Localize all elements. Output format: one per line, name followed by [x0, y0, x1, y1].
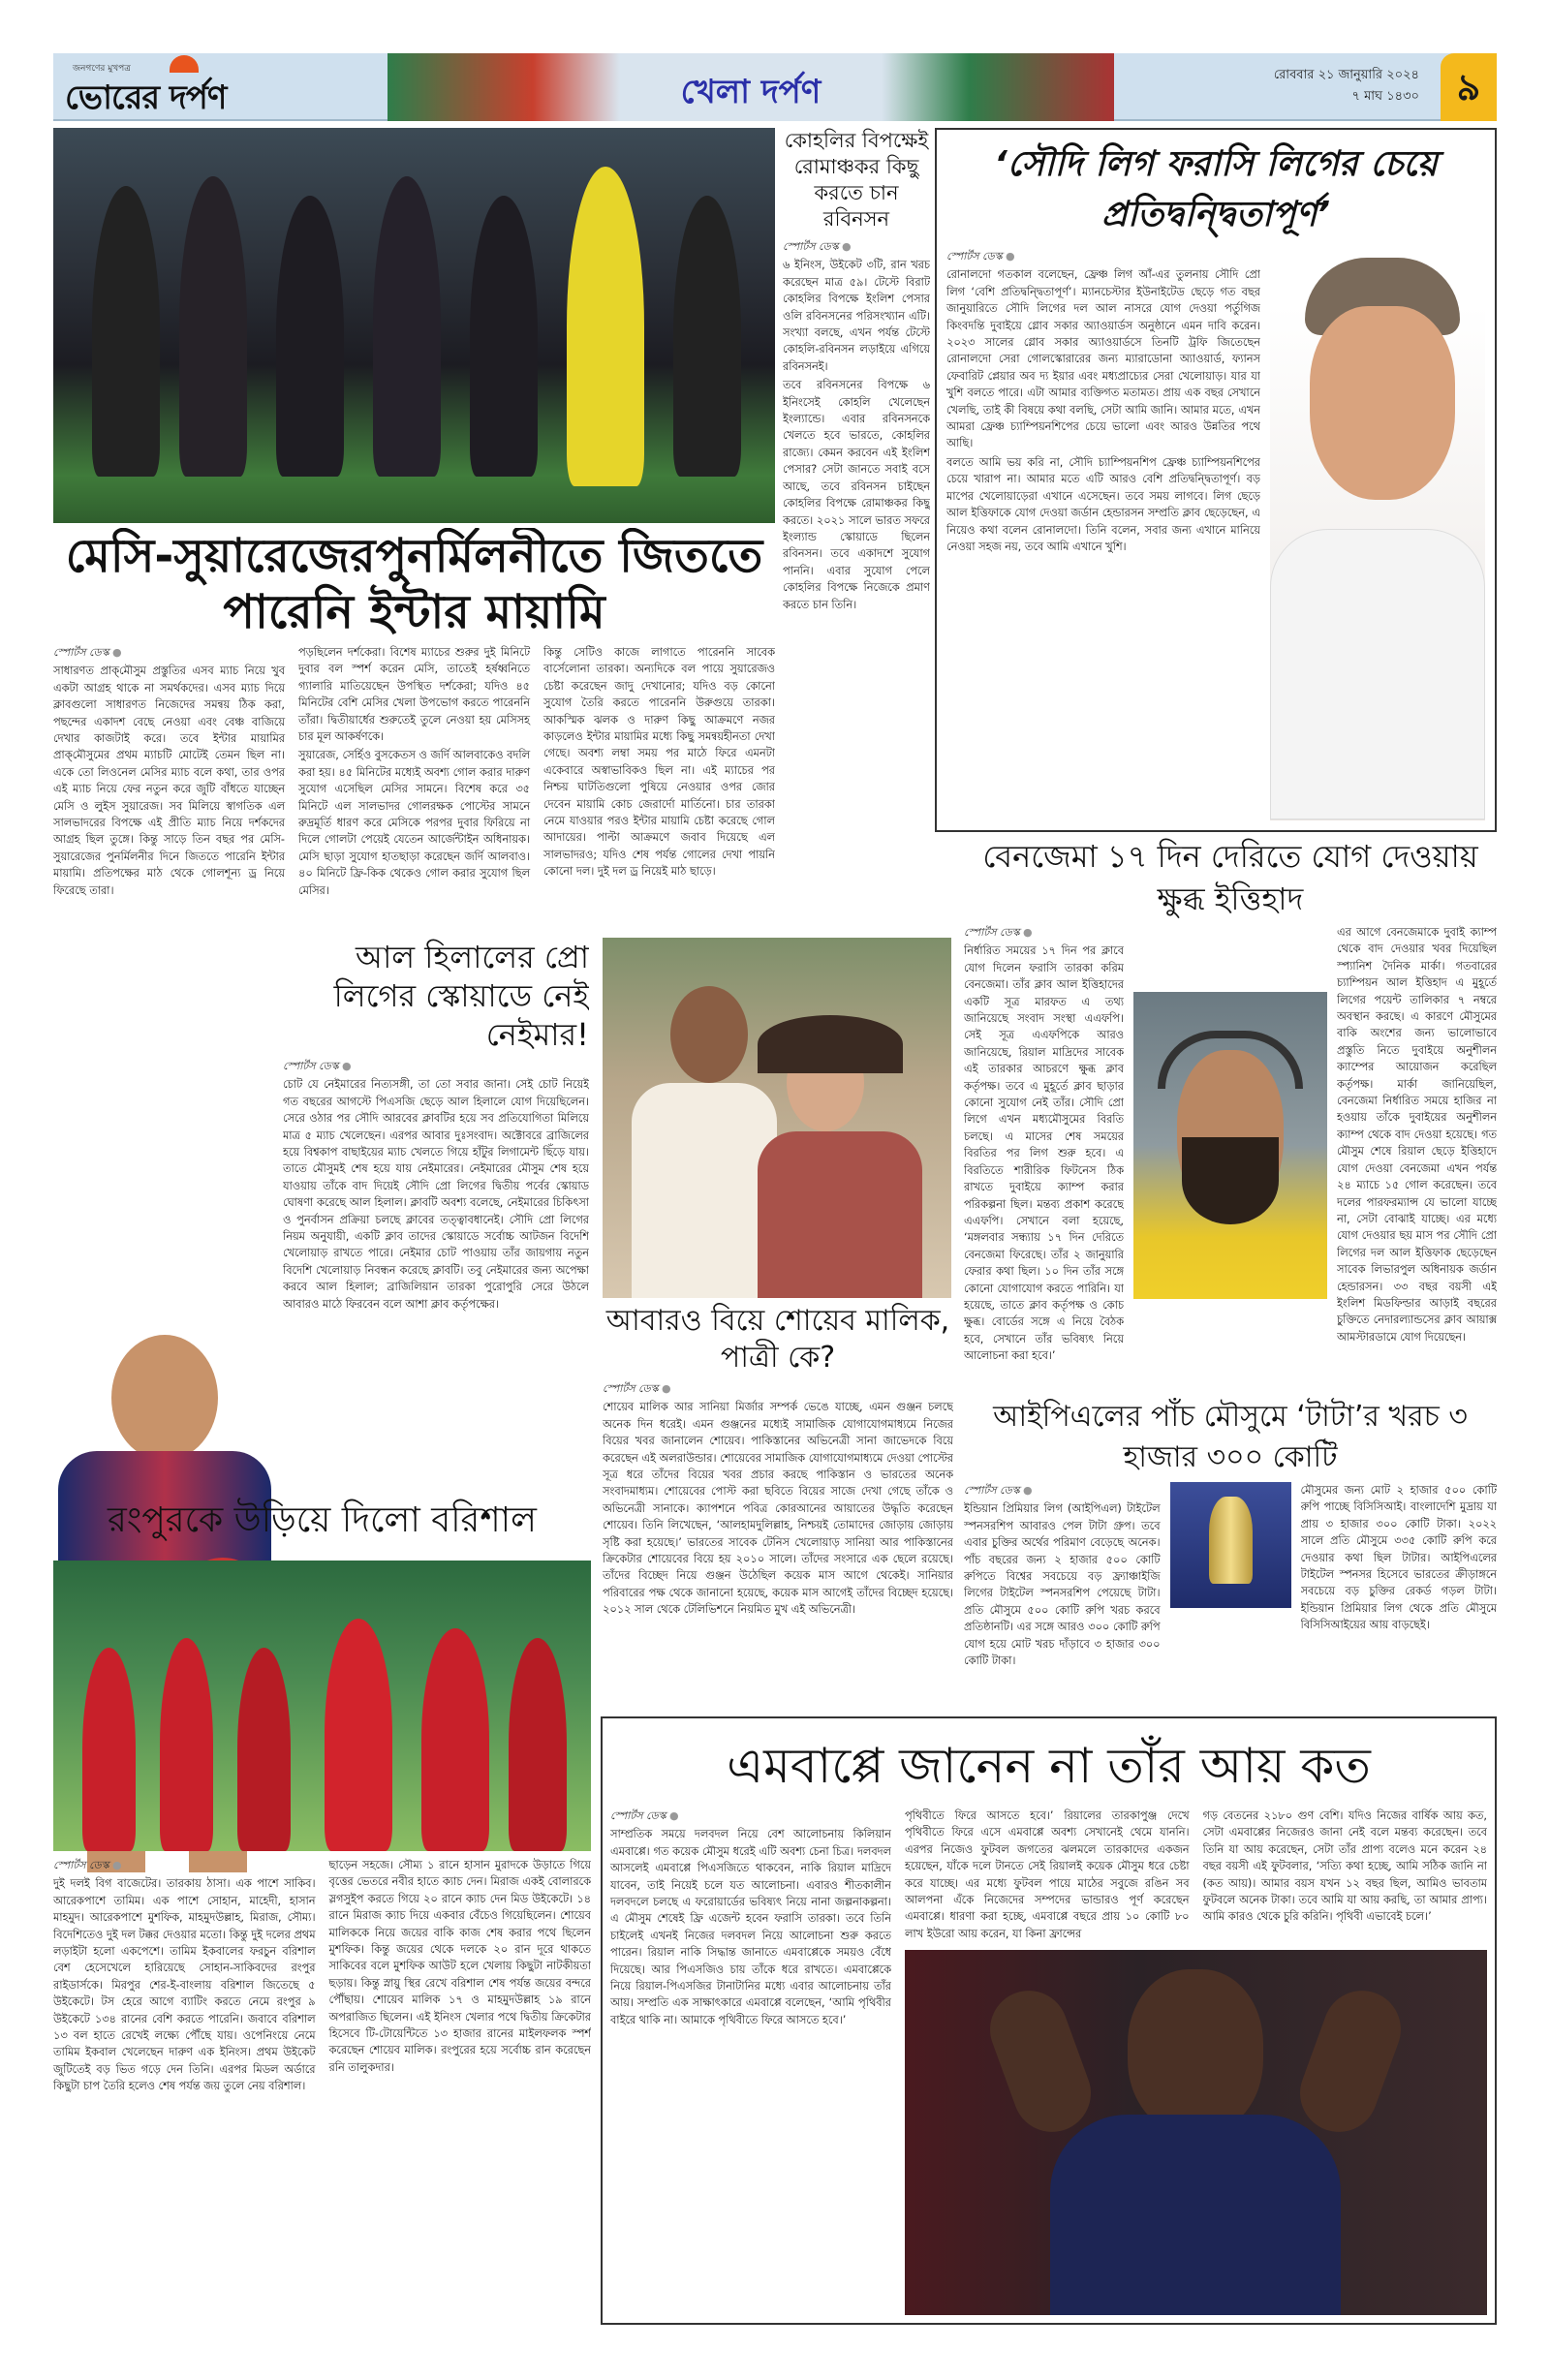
- saudi-article-body: [946, 248, 1260, 820]
- paragraph: নির্ধারিত সময়ের ১৭ দিন পর ক্লাবে যোগ দিলেন ফরাসি তারকা করিম বেনজেমা। তাঁর ক্লাব আল ইত্তিহাদের একটি সূত্র মারফত এ তথ্য জানিয়েছে সংবাদ সংস্থা এএফপি। সেই সূত্র এএফপিকে আরও জানিয়েছে, রিয়াল মাদ্রিদের সাবেক এই তারকার আচরণে ক্ষুব্ধ ক্লাব কর্তৃপক্ষ। তবে এ মুহূর্তে ক্লাব ছাড়ার কোনো সুযোগ নেই তাঁর। সৌদি প্রো লিগে এখন মধ্যমৌসুমের বিরতি চলছে। এ মাসের শেষ সময়ের বিরতির পর লিগ শুরু হবে। এ বিরতিতে শারীরিক ফিটনেস ঠিক রাখতে দুবাইয়ে ক্যাম্প করার পরিকল্পনা ছিল। মন্তব্য প্রকাশ করেছে এএফপি। সেখানে বলা হয়েছে, ‘মঙ্গলবার সন্ধ্যায় ১৭ দিন দেরিতে বেনজেমা ফিরেছে। তাঁর ২ জানুয়ারি ফেরার কথা ছিল। ১০ দিন তাঁর সঙ্গে কোনো যোগাযোগ করতে পারিনি। যা হয়েছে, তাতে ক্লাব কর্তৃপক্ষ ও কোচ ক্ষুব্ধ। বোর্ডের সঙ্গে এ নিয়ে বৈঠক হবে, সেখানে তাঁর ভবিষ্যৎ নিয়ে আলোচনা করা হবে।’: [964, 944, 1124, 1363]
- section-banner: [388, 53, 1114, 121]
- kohli-article-body: [783, 238, 930, 830]
- shoaib-headline: আবারও বিয়ে শোয়েব মালিক, পাত্রী কে?: [605, 1304, 950, 1375]
- paragraph: পৃথিবীতে ফিরে আসতে হবে।’ রিয়ালের তারকাপুঞ্জ দেখে পৃথিবীতে ফিরে এসে এমবাপ্পে অবশ্য সেখানেই থেমে যাননি। এরপর নিজেও ফুটবল জগতের ঝলমলে তারকাদের একজন হয়েছেন, যাঁকে দলে টানতে সেই রিয়ালই কয়েক মৌসুম ধরে চেষ্টা করে যাচ্ছে। এর মধ্যে ফুটবল পায়ে মাঠের সবুজে রঙিন সব আলপনা এঁকে নিজেদের সম্পদের ভান্ডারও পূর্ণ করেছেন এমবাপ্পে। ধারণা করা হচ্ছে, এমবাপ্পে বছরে প্রায় ১০ কোটি ৮০ লাখ ইউরো আয় করেন, যা কিনা ফ্রান্সের: [905, 1809, 1190, 1940]
- mbappe-article-body-col3: [1203, 1808, 1488, 1944]
- neymar-article: [283, 938, 589, 1478]
- paragraph: ৬ ইনিংস, উইকেট ৩টি, রান খরচ করেছেন মাত্র ৫৯। টেস্টে বিরাট কোহলির বিপক্ষে ইংলিশ পেসার ওলি রবিনসনের পরিসংখ্যান এটি। সংখ্যা বলছে, এখন পর্যন্ত টেস্টে কোহলি-রবিনসন লড়াইয়ে এগিয়ে রবিনসনই।: [783, 259, 930, 373]
- byline: স্পোর্টস ডেস্ক ●: [964, 924, 1124, 941]
- messi-article-body: [53, 644, 775, 931]
- paragraph: সাধারণত প্রাক্‌মৌসুম প্রস্তুতির এসব ম্যাচ নিয়ে খুব একটা আগ্রহ থাকে না সমর্থকদের। এসব ম্যাচ দিয়ে ক্লাবগুলো সাধারণত নিজেদের সমন্বয় ঠিক করা, পছন্দের একাদশ বেছে নেওয়া এবং বেঞ্চ বাজিয়ে দেখার কাজটাই করে। তবে ইন্টার মায়ামির প্রাক্‌মৌসুমের প্রথম ম্যাচটি মোটেই তেমন ছিল না। একে তো লিওনেল মেসির ম্যাচ বলে কথা, তার ওপর এই ম্যাচ নিয়ে ফের নতুন করে জুটি বাঁধতে যাচ্ছেন মেসি ও লুইস সুয়ারেজ। সব মিলিয়ে স্বাগতিক এল সালভাদরের বিপক্ষে এই প্রীতি ম্যাচ নিয়ে দর্শকদের আগ্রহ ছিল তুঙ্গে। কিন্তু সাড়ে তিন বছর পর মেসি-সুয়ারেজের পুনর্মিলনীর দিনে জিততে পারেনি ইন্টার মায়ামি। প্রতিপক্ষের মাঠ থেকে গোলশূন্য ড্র নিয়ে ফিরেছে তারা।: [53, 665, 285, 897]
- logo-tagline: জনগণের মুখপত্র: [73, 64, 131, 74]
- issue-date: [1274, 65, 1419, 108]
- barishal-headline: রংপুরকে উড়িয়ে দিলো বরিশাল: [108, 1500, 537, 1540]
- paragraph: তবে রবিনসনের বিপক্ষে ৬ ইনিংসেই কোহলি খেলেছেন ইংল্যান্ডে। এবার রবিনসনকে খেলতে হবে ভারতে, কোহলির রাজ্যে। কেমন করবেন এই ইংলিশ পেসার? সেটা জানতে সবাই বসে আছে, তবে রবিনসন চাইছেন কোহলির বিপক্ষে রোমাঞ্চকর কিছু করতে। ২০২১ সালে ভারত সফরে ইংল্যান্ড স্কোয়াডে ছিলেন রবিনসন। তবে একাদশে সুযোগ পাননি। এবার সুযোগ পেলে কোহলির বিপক্ষে নিজেকে প্রমাণ করতে চান তিনি।: [783, 379, 930, 611]
- messi-article: [53, 528, 775, 931]
- paragraph: ছাড়েন সহজে। সৌম্য ১ রানে হাসান মুরাদকে উড়াতে গিয়ে বৃত্তের ভেতরে নবীর হাতে ক্যাচ দেন। মিরাজ একই বোলারকে স্লগসুইপ করতে গিয়ে ২০ রানে ক্যাচ দেন মিড উইকেটে। ১৪ রানে মিরাজ ক্যাচ দিয়ে একবার বেঁচেও গিয়েছিলেন। শোয়েব মালিককে নিয়ে জয়ের বাকি কাজ শেষ করার পথে ছিলেন মুশফিক। কিন্তু জয়ের থেকে দলকে ২০ রান দূরে থাকতে সাকিবের বলে মুশফিক আউট হলে খেলায় কিছুটা নাটকীয়তা ছড়ায়। কিন্তু স্নায়ু স্থির রেখে বরিশাল শেষ পর্যন্ত জয়ের বন্দরে পৌঁছায়। শোয়েব মালিক ১৭ ও মাহমুদউল্লাহ ১৯ রানে অপরাজিত ছিলেন। এই ইনিংস খেলার পথে দ্বিতীয় ক্রিকেটার হিসেবে টি-টোয়েন্টিতে ১৩ হাজার রানের মাইলফলক স্পর্শ করেছেন শোয়েব মালিক। রংপুরের হয়ে সর্বোচ্চ রান করেছেন রনি তালুকদার।: [328, 1859, 591, 2074]
- mbappe-photo: [905, 1950, 1487, 2315]
- shoaib-wedding-photo: [603, 938, 951, 1298]
- section-title: খেলা দর্পণ: [680, 73, 822, 111]
- paragraph: কিন্তু সেটিও কাজে লাগাতে পারেননি সাবেক বার্সেলোনা তারকা। অন্যদিকে বল পায়ে সুয়ারেজও চেষ্টা করেছেন জাদু দেখানোর; যদিও বড় কোনো সুযোগ তৈরি করতে পারেননি উরুগুয়ে তারকা। আকস্মিক ঝলক ও দারুণ কিছু আক্রমণে নজর কাড়লেও ইন্টার মায়ামির মধ্যে কিছু সমন্বয়হীনতা দেখা গেছে। অবশ্য লম্বা সময় পর মাঠে ফিরে এমনটা একেবারে অস্বাভাবিকও ছিল না। এই ম্যাচের পর নিশ্চয় ঘাটতিগুলো পুষিয়ে নেওয়ার ওপর জোর দেবেন মায়ামি কোচ জেরার্দো মার্তিনো। চার তারকা নেমে যাওয়ার পরও ইন্টার মায়ামি চেষ্টা করেছে গোল আদায়ের। পাল্টা আক্রমণে জবাব দিয়েছে এল সালভাদরও; যদিও শেষ পর্যন্ত গোলের দেখা পায়নি কোনো দল। দুই দল ড্র নিয়েই মাঠ ছাড়ে।: [543, 646, 775, 879]
- byline: স্পোর্টস ডেস্ক ●: [964, 1482, 1161, 1499]
- ipl-article: [964, 1397, 1497, 1705]
- barishal-article-body: [53, 1857, 591, 2325]
- barishal-article: [53, 1487, 591, 2325]
- mbappe-article: [601, 1716, 1497, 2325]
- date-gregorian: রোববার ২১ জানুয়ারি ২০২৪: [1273, 68, 1419, 82]
- paragraph: রোনালদো গতকাল বলেছেন, ফ্রেঞ্চ লিগ আঁ-এর তুলনায় সৌদি প্রো লিগ ‘বেশি প্রতিদ্বন্দ্বিতাপূর্ণ’। ম্যানচেস্টার ইউনাইটেড ছেড়ে গত বছর জানুয়ারিতে সৌদি লিগের দল আল নাসরে যোগ দেওয়া পর্তুগিজ কিংবদন্তি দুবাইয়ে গ্লোব সকার অ্যাওয়ার্ডস অনুষ্ঠানে এমন দাবি করেন। ২০২৩ সালের গ্লোব সকার অ্যাওয়ার্ডসে তিনটি ট্রফি জিতেছেন রোনালদো সেরা গোলস্কোরারের জন্য ম্যারাডোনা অ্যাওয়ার্ড, ফ্যানস ফেবারিট প্লেয়ার অব দ্য ইয়ার এবং মধ্যপ্রাচ্যের সেরা খেলোয়াড়। যার যা খুশি বলতে পারে। এটা আমার ব্যক্তিগত মতামত। প্রায় এক বছর সেখানে খেলছি, তাই কী বিষয়ে কথা বলছি, সেটা আমি জানি। আমার মতে, এখন আমরা ফ্রেঞ্চ চ্যাম্পিয়নশিপের চেয়ে ভালো এবং আরও উন্নতির পথে আছি।: [946, 268, 1260, 450]
- ipl-headline: আইপিএলের পাঁচ মৌসুমে ‘টাটা’র খরচ ৩ হাজার ৩০০ কোটি: [993, 1400, 1468, 1474]
- byline: স্পোর্টস ডেস্ক ●: [603, 1380, 953, 1397]
- benzema-photo: [1133, 992, 1327, 1299]
- paragraph: সাম্প্রতিক সময়ে দলবদল নিয়ে বেশ আলোচনায় কিলিয়ান এমবাপ্পে। গত কয়েক মৌসুম ধরেই এটি অবশ্য চেনা চিত্র। দলবদল আসলেই এমবাপ্পে পিএসজিতে থাকবেন, নাকি রিয়াল মাদ্রিদে যাবেন, তাই নিয়েই চলে যত আলোচনা। এবারও শীতকালীন দলবদলে চলছে এ ফরোয়ার্ডের ভবিষ্যৎ নিয়ে নানা জল্পনাকল্পনা। এ মৌসুম শেষেই ফ্রি এজেন্ট হবেন ফরাসি তারকা। তবে তিনি চাইলেই এখনই নিজের দলবদল নিয়ে আলোচনা শুরু করতে পারেন। রিয়াল নাকি সিদ্ধান্ত জানাতে এমবাপ্পেকে সময়ও বেঁধে দিয়েছে। আর পিএসজিও চায় তাঁকে ধরে রাখতে। এমবাপ্পেকে নিয়ে রিয়াল-পিএসজির টানাটানির মধ্যে এবার আলোচনায় তাঁর আয়। সম্প্রতি এক সাক্ষাৎকারে এমবাপ্পে বলেছেন, ‘আমি পৃথিবীর বাইরে থাকি না। আমাকে পৃথিবীতে ফিরে আসতে হবে।’: [610, 1828, 891, 2026]
- byline: স্পোর্টস ডেস্ক ●: [610, 1808, 891, 1824]
- shoaib-article-body: [603, 1380, 953, 1706]
- saudi-headline: ‘সৌদি লিগ ফরাসি লিগের চেয়ে প্রতিদ্বন্দ্বিতাপূর্ণ’: [994, 144, 1438, 234]
- inter-miami-team-photo: [53, 128, 775, 523]
- masthead: [53, 53, 1497, 121]
- newspaper-logo: ভোরের দর্পণ: [65, 78, 227, 117]
- neymar-article-body: [283, 1058, 589, 1478]
- page-number: ৯: [1441, 53, 1497, 121]
- mbappe-headline: এমবাপ্পে জানেন না তাঁর আয় কত: [727, 1738, 1371, 1794]
- paragraph: শোয়েব মালিক আর সানিয়া মির্জার সম্পর্ক ভেঙে যাচ্ছে, এমন গুঞ্জন চলছে অনেক দিন ধরেই। এমন গুঞ্জনের মধ্যেই সামাজিক যোগাযোগমাধ্যমে নিজের বিয়ের খবর জানালেন শোয়েব। পাকিস্তানের অভিনেত্রী সানা জাভেদকে বিয়ে করেছেন এই অলরাউন্ডার। শোয়েবের সামাজিক যোগাযোগমাধ্যমে দেওয়া পোস্টের সূত্র ধরে তাঁদের বিয়ের খবর প্রচার করছে পাকিস্তান ও ভারতের অনেক সংবাদমাধ্যম। শোয়েবের পোস্ট করা ছবিতে বিয়ের সাজে দেখা গেছে তাঁকে ও অভিনেত্রী সানাকে। ক্যাপশনে পবিত্র কোরআনের আয়াতের উদ্ধৃতি করেছেন শোয়েব। তিনি লিখেছেন, ‘আলহামদুলিল্লাহ, নিশ্চয়ই তোমাদের জোড়ায় জোড়ায় সৃষ্টি করা হয়েছে।’ ভারতের সাবেক টেনিস খেলোয়াড় সানিয়া আর পাকিস্তানের ক্রিকেটার শোয়েবের বিয়ে হয় ২০১০ সালে। তাঁদের সংসারে এক ছেলে রয়েছে। তাঁদের বিচ্ছেদ নিয়ে গুঞ্জন উঠেছিল কয়েক মাস আগে থেকেই। সানিয়ার পরিবারের পক্ষ থেকে জানানো হয়েছে, কয়েক মাস আগেই তাঁদের বিচ্ছেদ হয়েছে। ২০১২ সাল থেকে টেলিভিশনে নিয়মিত মুখ এই অভিনেত্রী।: [603, 1401, 953, 1617]
- byline: স্পোর্টস ডেস্ক ●: [53, 1857, 316, 1873]
- kohli-headline: কোহলির বিপক্ষেই রোমাঞ্চকর কিছু করতে চান রবিনসন: [784, 129, 929, 231]
- byline: স্পোর্টস ডেস্ক ●: [283, 1058, 589, 1074]
- benzema-article-body-left: [964, 924, 1124, 1392]
- benzema-headline: বেনজেমা ১৭ দিন দেরিতে যোগ দেওয়ায় ক্ষুব্ধ ইত্তিহাদ: [982, 838, 1478, 917]
- messi-headline: মেসি-সুয়ারেজেরপুনর্মিলনীতে জিততে পারেনি ইন্টার মায়ামি: [65, 529, 763, 639]
- kohli-article: [783, 128, 930, 830]
- paragraph: চোট যে নেইমারের নিত্যসঙ্গী, তা তো সবার জানা। সেই চোট নিয়েই গত বছরের আগস্টে পিএসজি ছেড়ে আল হিলালে যোগ দিয়েছিলেন। সেরে ওঠার পর সৌদি আরবের ক্লাবটির হয়ে সব প্রতিযোগিতা মিলিয়ে মাত্র ৫ ম্যাচ খেলেছেন। এরপর আবার দুঃসংবাদ। অক্টোবরে ব্রাজিলের হয়ে বিশ্বকাপ বাছাইয়ের ম্যাচ খেলতে গিয়ে হাঁটুর লিগামেন্ট ছিঁড়ে যায়। তাতে মৌসুমই শেষ হয়ে যায় নেইমারের। নেইমারের মৌসুম শেষ হয়ে যাওয়ায় তাঁকে বাদ দিয়েই সৌদি প্রো লিগের দ্বিতীয় পর্বের স্কোয়াড ঘোষণা করেছে আল হিলাল। ক্লাবটি অবশ্য বলেছে, নেইমারের চিকিৎসা ও পুনর্বাসন প্রক্রিয়া চলছে ক্লাবের তত্ত্বাবধানেই। সৌদি প্রো লিগের নিয়ম অনুযায়ী, একটি ক্লাব তাদের স্কোয়াডে সর্বোচ্চ আটজন বিদেশি খেলোয়াড় রাখতে পারে। নেইমার চোট পাওয়ায় তাঁর জায়গায় নতুন বিদেশি খেলোয়াড় নিবন্ধন করেছে ক্লাবটি। তবু নেইমারের জন্য অপেক্ষা করবে আল হিলাল; ব্রাজিলিয়ান তারকা পুরোপুরি সেরে উঠলে আবারও মাঠে ফিরবেন বলে আশা ক্লাব কর্তৃপক্ষের।: [283, 1078, 589, 1311]
- paragraph: গড় বেতনের ২১৮০ গুণ বেশি। যদিও নিজের বার্ষিক আয় কত, সেটা এমবাপ্পের নিজেরও জানা নেই বলে মন্তব্য করেছেন। তবে তিনি যা আয় করেছেন, সেটা তাঁর প্রাপ্য বলেও মনে করেন ২৪ বছর বয়সী এই ফুটবলার, ‘সত্যি কথা হচ্ছে, আমি সঠিক জানি না (কত আয়)। আমার বয়স যখন ১২ বছর ছিল, আমিও ভাবতাম ফুটবলে অনেক টাকা। তবে আমি যা আয় করছি, তা আমার প্রাপ্য। আমি কারও থেকে চুরি করিনি। পৃথিবী এভাবেই চলে।’: [1202, 1809, 1487, 1924]
- paragraph: মৌসুমের জন্য মোট ২ হাজার ৫০০ কোটি রুপি পাচ্ছে বিসিসিআই। বাংলাদেশি মুদ্রায় যা প্রায় ৩ হাজার ৩০০ কোটি টাকা। ২০২২ সালে প্রতি মৌসুমে ৩৩৫ কোটি রুপি করে দেওয়ার কথা ছিল টাটার। আইপিএলের টাইটেল স্পনসর হিসেবে ভারতের ক্রীড়াঙ্গনে সবচেয়ে বড় চুক্তির রেকর্ড গড়ল টাটা। ইন্ডিয়ান প্রিমিয়ার লিগ থেকে প্রতি মৌসুমে বিসিসিআইয়ের আয় বাড়ছেই।: [1300, 1484, 1497, 1632]
- benzema-article: [964, 835, 1497, 1392]
- paragraph: বলতে আমি ভয় করি না, সৌদি চ্যাম্পিয়নশিপ ফ্রেঞ্চ চ্যাম্পিয়নশিপের চেয়ে খারাপ না। আমার মতে এটি আরও বেশি প্রতিদ্বন্দ্বিতাপূর্ণ। বড় মাপের খেলোয়াড়েরা এখানে এসেছেন। তবে সময় লাগবে। লিগ ছেড়ে আল ইত্তিফাকে যোগ দেওয়া জর্ডান হেন্ডারসন সম্প্রতি ক্লাব ছেড়েছেন, এ নিয়েও কথা বলেন রোনালদো। তিনি বলেন, সবার জন্য এখানে মানিয়ে নেওয়া সহজ নয়, তবে আমি এখানে খুশি।: [946, 455, 1260, 553]
- shoaib-article: [603, 1303, 953, 1706]
- barishal-team-celebration-photo: [53, 1561, 591, 1851]
- byline: স্পোর্টস ডেস্ক ●: [783, 238, 930, 255]
- sun-logo-icon: [170, 55, 199, 73]
- benzema-article-body-right: [1337, 924, 1497, 1392]
- ipl-article-body-right: [1301, 1482, 1498, 1705]
- mbappe-article-body-col2: [905, 1808, 1190, 1944]
- date-bengali: ৭ মাঘ ১৪৩০: [1351, 89, 1419, 104]
- paragraph: পড়ছিলেন দর্শকেরা। বিশেষ ম্যাচের শুরুর দুই মিনিটে দুবার বল স্পর্শ করেন মেসি, তাতেই হর্ষধ্বনিতে গ্যালারি মাতিয়েছেন উপস্থিত দর্শকেরা; যদিও ৪৫ মিনিটের বেশি মেসির খেলা উপভোগ করতে পারেননি তাঁরা। দ্বিতীয়ার্ধের শুরুতেই তুলে নেওয়া হয় মেসিসহ চার মূল আকর্ষণকে।: [298, 646, 530, 744]
- saudi-league-article: [935, 128, 1497, 832]
- neymar-headline: আল হিলালের প্রো লিগের স্কোয়াডে নেই নেইমার!: [333, 939, 589, 1053]
- paragraph: দুই দলই বিগ বাজেটের। তারকায় ঠাসা। এক পাশে সাকিব। আরেকপাশে তামিম। এক পাশে সোহান, মাহেদী, হাসান মাহমুদ। আরেকপাশে মুশফিক, মাহমুদউল্লাহ, মিরাজ, সৌম্য। বিদেশিতেও দুই দল টক্কর দেওয়ার মতো। কিন্তু দুই দলের প্রথম লড়াইটা হলো একপেশে। তামিম ইকবালের ফরচুন বরিশাল বেশ হেসেখেলে হারিয়েছে সোহান-সাকিবদের রংপুর রাইডার্সকে। মিরপুর শের-ই-বাংলায় বরিশাল জিতেছে ৫ উইকেটে। টস হেরে আগে ব্যাটিং করতে নেমে রংপুর ৯ উইকেটে ১৩৪ রানের বেশি করতে পারেনি। জবাবে বরিশাল ১৩ বল হাতে রেখেই লক্ষ্যে পৌঁছে যায়। ওপেনিংয়ে নেমে তামিম ইকবাল খেলেছেন দারুণ এক ইনিংস। প্রথম উইকেট জুটিতেই বড় ভিত গড়ে দেন তিনি। এরপর মিডল অর্ডারে কিছুটা চাপ তৈরি হলেও শেষ পর্যন্ত জয় তুলে নেয় বরিশাল।: [53, 1877, 316, 2093]
- ipl-article-body-left: [964, 1482, 1161, 1705]
- paragraph: ইন্ডিয়ান প্রিমিয়ার লিগ (আইপিএল) টাইটেল স্পনসরশিপ আবারও পেল টাটা গ্রুপ। তবে এবার চুক্তির অর্থের পরিমাণ বেড়েছে অনেক। পাঁচ বছরের জন্য ২ হাজার ৫০০ কোটি রুপিতে বিশ্বের সবচেয়ে বড় ফ্র্যাঞ্চাইজি লিগের টাইটেল স্পনসরশিপ পেয়েছে টাটা। প্রতি মৌসুমে ৫০০ কোটি রুপি খরচ করবে প্রতিষ্ঠানটি। এর সঙ্গে আরও ৩০০ কোটি রুপি যোগ হয়ে মোট খরচ দাঁড়াবে ৩ হাজার ৩০০ কোটি টাকা।: [964, 1502, 1161, 1668]
- mbappe-article-body-col1: [610, 1808, 891, 2315]
- ronaldo-photo: [1270, 248, 1485, 820]
- paragraph: এর আগে বেনজেমাকে দুবাই ক্যাম্প থেকে বাদ দেওয়ার খবর দিয়েছিল স্প্যানিশ দৈনিক মার্কা। গতবারের চ্যাম্পিয়ন আল ইত্তিহাদ এ মুহূর্তে লিগের পয়েন্ট তালিকার ৭ নম্বরে অবস্থান করছে। এ কারণে মৌসুমের বাকি অংশের জন্য ভালোভাবে প্রস্তুতি নিতে দুবাইয়ে অনুশীলন ক্যাম্পের আয়োজন করেছিল কর্তৃপক্ষ। মার্কা জানিয়েছিল, বেনজেমা নির্ধারিত সময়ে হাজির না হওয়ায় তাঁকে দুবাইয়ের অনুশীলন ক্যাম্প থেকে বাদ দেওয়া হয়েছে। গত মৌসুম শেষে রিয়াল ছেড়ে ইত্তিহাদে যোগ দেওয়া বেনজেমা এখন পর্যন্ত ২৪ ম্যাচে ১৫ গোল করেছেন। তবে দলের পারফরম্যান্স যে ভালো যাচ্ছে না, সেটা বোঝাই যাচ্ছে। এর মধ্যে যোগ দেওয়ার ছয় মাস পর সৌদি প্রো লিগের দল আল ইত্তিফাক ছেড়েছেন সাবেক লিভারপুল অধিনায়ক জর্ডান হেন্ডারসন। ৩৩ বছর বয়সী এই ইংলিশ মিডফিল্ডার আড়াই বছরের চুক্তিতে নেদারল্যান্ডসের ক্লাব আয়াক্স আমস্টারডামে যোগ দিয়েছেন।: [1337, 926, 1497, 1344]
- byline: স্পোর্টস ডেস্ক ●: [946, 248, 1260, 264]
- paragraph: সুয়ারেজ, সের্হিও বুসকেতস ও জর্দি আলবাকেও বদলি করা হয়। ৪৫ মিনিটের মধ্যেই অবশ্য গোল করার দারুণ সুযোগ এসেছিল মেসির সামনে। বিশেষ করে ৩৫ মিনিটে এল সালভাদর গোলরক্ষক পোস্টের সামনে রুদ্রমূর্তি ধারণ করে মেসিকে পরপর দুবার ফিরিয়ে না দিলে গোলটা পেয়েই যেতেন আর্জেন্টাইন অধিনায়ক। মেসি ছাড়া সুযোগ হাতছাড়া করেছেন জর্দি আলবাও। ৪০ মিনিটে ফ্রি-কিক থেকেও গোল করার সুযোগ ছিল মেসির।: [298, 749, 530, 897]
- ipl-trophy-photo: [1170, 1482, 1291, 1608]
- byline: স্পোর্টস ডেস্ক ●: [53, 644, 285, 661]
